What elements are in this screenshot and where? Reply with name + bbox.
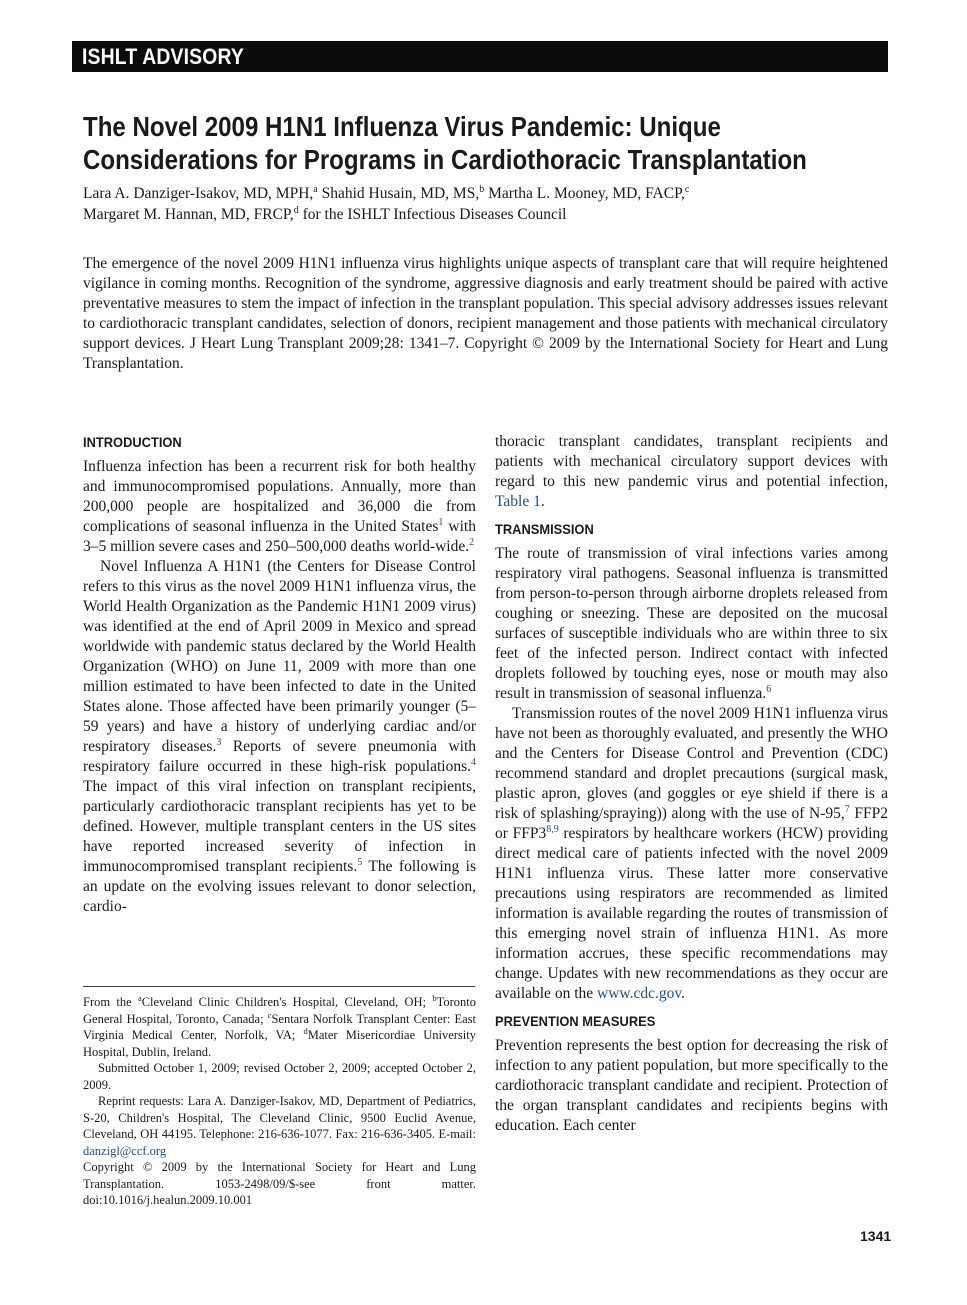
- paragraph-text: The following is an update on the evolving issues relevant to donor selection, cardio-: [83, 858, 476, 915]
- footnote-copyright: Copyright © 2009 by the International Society for Heart and Lung Transplantation. 1053-2498/09/$-see front matter. doi:10.1016/j.healun.2009.10.001: [83, 1160, 476, 1207]
- footnote-text: Mater Misericordiae University Hospital, Dublin, Ireland.: [83, 1028, 476, 1059]
- paragraph-text: Transmission routes of the novel 2009 H1N1 influenza virus have not been as thoroughly evaluated, and presently the WHO and the Centers for Disease Control and Prevention (CDC) recommend standard and droplet precautions (surgical mask, plastic apron, gloves (and goggles or eye shield if there is a risk of splashing/spraying)) along with the use of N-95,: [495, 705, 888, 822]
- body-paragraph: Prevention represents the best option for decreasing the risk of infection to any patient population, but more specifically to the cardiothoracic transplant candidate and recipient. Protection of the organ transplant candidates and recipients begins with education. Each center: [495, 1037, 888, 1134]
- body-paragraph: [495, 704, 888, 1004]
- body-paragraph: [83, 457, 476, 557]
- footnote-text: From the: [83, 995, 138, 1009]
- author-list: [83, 183, 903, 225]
- footnote-divider: [83, 986, 475, 987]
- footnote-affiliations: [83, 994, 476, 1060]
- banner-label: ISHLT ADVISORY: [82, 44, 245, 69]
- footnote-reprint: [83, 1093, 476, 1159]
- affiliation-marker: a: [313, 183, 318, 195]
- left-column: [83, 432, 476, 917]
- affiliation-marker: b: [479, 183, 485, 195]
- abstract: The emergence of the novel 2009 H1N1 influenza virus highlights unique aspects of transplant care that will require heightened vigilance in coming months. Recognition of the syndrome, aggressive diagnosis and early treatment should be paired with active preventative measures to stem the impact of infection in the transplant population. This special advisory addresses issues relevant to cardiothoracic transplant candidates, selection of donors, recipient management and those patients with mechanical circulatory support devices. J Heart Lung Transplant 2009;28: 1341–7. Copyright © 2009 by the International Society for Heart and Lung Transplantation.: [83, 255, 888, 372]
- affiliation-marker: b: [432, 992, 437, 1003]
- footnote-text: Reprint requests: Lara A. Danziger-Isakov, MD, Department of Pediatrics, S-20, Children's Hospital, The Cleveland Clinic, 9500 Euclid Avenue, Cleveland, OH 44195. Telephone: 216-636-1077. Fax: 216-636-3405. E-mail:: [83, 1094, 476, 1141]
- body-paragraph: [83, 557, 476, 917]
- reference-link[interactable]: 1: [438, 516, 444, 528]
- section-banner: [72, 41, 888, 72]
- reference-link[interactable]: 8,9: [546, 823, 559, 835]
- paragraph-text: The impact of this viral infection on transplant recipients, particularly cardiothoracic transplant recipients has yet to be defined. However, multiple transplant centers in the US sites have reported increased severity of infection in immunocompromised transplant recipients.: [83, 778, 476, 875]
- reference-link[interactable]: 6: [766, 683, 772, 695]
- affiliation-marker: c: [267, 1009, 272, 1020]
- paragraph-text: The route of transmission of viral infections varies among respiratory viral pathogens. Seasonal influenza is transmitted from person-to-person through airborne droplets released from coughing or sneezing. These are deposited on the mucosal surfaces of susceptible individuals who are within three to six feet of the infected person. Indirect contact with infected droplets followed by touching eyes, nose or mouth may also result in transmission of seasonal influenza.: [495, 545, 888, 702]
- body-paragraph: [495, 544, 888, 704]
- reference-link[interactable]: 5: [357, 856, 363, 868]
- paragraph-text: Novel Influenza A H1N1 (the Centers for Disease Control refers to this virus as the novel 2009 H1N1 influenza virus, the World Health Organization as the Pandemic H1N1 2009 virus) was identified at the end of April 2009 in Mexico and spread worldwide with pandemic status declared by the World Health Organization (WHO) on June 11, 2009 with more than one million estimated to have been infected to date in the United States alone. Those affected have been primarily younger (5–59 years) and have a history of underlying cardiac and/or respiratory diseases.: [83, 558, 476, 755]
- footnotes: [83, 994, 476, 1209]
- section-heading-transmission: TRANSMISSION: [495, 521, 594, 537]
- page-number: 1341: [860, 1228, 892, 1244]
- cdc-website-link[interactable]: www.cdc.gov: [597, 985, 682, 1002]
- paragraph-text: .: [540, 493, 545, 510]
- body-paragraph: [495, 432, 888, 512]
- reference-link[interactable]: 3: [216, 736, 222, 748]
- article-title: The Novel 2009 H1N1 Influenza Virus Pandemic: Unique Considerations for Programs in Cardiothoracic Transplantation: [83, 111, 807, 175]
- reference-link[interactable]: 2: [469, 536, 475, 548]
- paragraph-text: Influenza infection has been a recurrent risk for both healthy and immunocompromised populations. Annually, more than 200,000 people are hospitalized and 36,000 die from complications of seasonal influenza in the United States: [83, 458, 476, 535]
- paragraph-text: FFP2 or FFP3: [495, 805, 888, 842]
- author-name: Margaret M. Hannan, MD, FRCP,: [83, 206, 294, 223]
- reference-link[interactable]: 7: [844, 803, 850, 815]
- footnote-text: Cleveland Clinic Children's Hospital, Cleveland, OH;: [141, 995, 433, 1009]
- table-link[interactable]: Table 1: [495, 493, 541, 510]
- footnote-dates: Submitted October 1, 2009; revised October 2, 2009; accepted October 2, 2009.: [83, 1061, 476, 1092]
- affiliation-marker: d: [293, 204, 299, 216]
- affiliation-marker: c: [684, 183, 690, 195]
- affiliation-marker: d: [303, 1025, 308, 1036]
- affiliation-marker: a: [137, 992, 142, 1003]
- reference-link[interactable]: 4: [471, 756, 476, 768]
- author-name: Shahid Husain, MD, MS,: [317, 185, 480, 202]
- footnote-text: Sentara Norfolk Transplant Center: East Virginia Medical Center, Norfolk, VA;: [83, 1011, 476, 1042]
- section-heading-introduction: INTRODUCTION: [83, 434, 182, 450]
- footnote-text: Toronto General Hospital, Toronto, Canada;: [83, 995, 477, 1026]
- author-group: for the ISHLT Infectious Diseases Council: [298, 206, 567, 223]
- right-column: [495, 432, 888, 1136]
- paragraph-text: Reports of severe pneumonia with respiratory failure occurred in these high-risk populations.: [83, 738, 477, 775]
- paragraph-text: with 3–5 million severe cases and 250–500,000 deaths world-wide.: [83, 518, 476, 555]
- author-name: Martha L. Mooney, MD, FACP,: [484, 185, 685, 202]
- author-name: Lara A. Danziger-Isakov, MD, MPH,: [83, 185, 314, 202]
- paragraph-text: thoracic transplant candidates, transplant recipients and patients with mechanical circulatory support devices with regard to this new pandemic virus and potential infection,: [495, 433, 888, 490]
- email-link[interactable]: danzigl@ccf.org: [83, 1143, 167, 1158]
- paragraph-text: respirators by healthcare workers (HCW) providing direct medical care of patients infected with the novel 2009 H1N1 influenza virus. These latter more conservative precautions using respirators are recommended as limited information is available regarding the routes of transmission of this emerging novel strain of influenza H1N1. As more information accrues, these specific recommendations may change. Updates with new recommendations as they occur are available on the: [495, 825, 889, 1002]
- paragraph-text: .: [681, 985, 685, 1002]
- section-heading-prevention: PREVENTION MEASURES: [495, 1013, 656, 1029]
